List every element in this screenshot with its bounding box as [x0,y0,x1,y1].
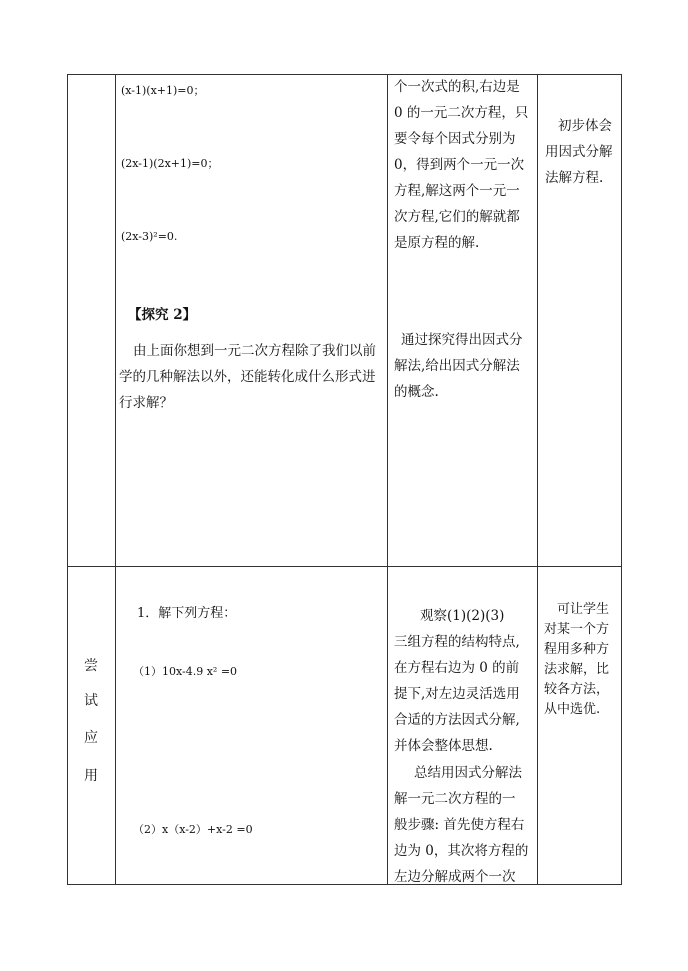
text-line: 0，得到两个一元一次 [394,157,525,173]
problem-equation-2: （2）x（x-2）+x-2 =0 [133,823,253,836]
text-line: 初步体会 [558,118,612,134]
problem-title: 1．解下列方程： [137,606,237,621]
text-line: 解一元二次方程的一 [394,791,516,807]
text-line: 要令每个因式分别为 [394,131,516,147]
equation-1: (x-1)(x+1)=0； [121,84,205,97]
concept-note [394,327,539,405]
text-line: 的概念. [394,384,439,400]
text-line: 左边分解成两个一次 [394,869,516,885]
text-line: 观察(1)(2)(3) [420,608,505,624]
text-line: 用因式分解 [545,144,613,160]
stage-label-char: 试 [84,693,98,709]
teaching-tip [544,600,624,720]
equation-2: (2x-1)(2x+1)=0； [121,157,219,170]
text-line: 从中选优. [544,702,601,717]
text-line: 可让学生 [557,602,610,617]
text-line: 三组方程的结构特点, [394,634,520,650]
column-divider [115,75,116,884]
column-divider [387,75,388,884]
text-line: 通过探究得出因式分 [401,332,523,348]
row-divider [68,566,621,567]
summary-text [394,760,539,890]
observation-text [394,603,539,759]
stage-label-char: 应 [84,730,98,746]
equation-3: (2x-3)²=0. [121,230,178,243]
text-line: 提下,对左边灵活选用 [394,686,520,702]
explore-question [119,338,387,416]
text-line: 次方程,它们的解就都 [394,209,520,225]
stage-label-char: 用 [84,768,98,784]
text-line: 0 的一元二次方程，只 [394,105,529,121]
text-line: 法求解，比 [544,662,610,677]
text-line: 程用多种方 [544,642,610,657]
text-line: 较各方法， [544,682,610,697]
explore-line: 行求解？ [119,395,173,411]
text-line: 个一次式的积,右边是 [394,79,520,95]
method-explanation [394,74,539,256]
text-line: 并体会整体思想. [394,738,493,754]
text-line: 对某一个方 [544,622,610,637]
text-line: 般步骤: 首先使方程右 [394,817,525,833]
text-line: 合适的方法因式分解, [394,712,520,728]
text-line: 边为 0，其次将方程的 [394,843,529,859]
explore-line: 由上面你想到一元二次方程除了我们以前 [133,343,376,359]
stage-label-char: 尝 [84,658,98,674]
explore-title: 【探究 2】 [128,307,197,323]
text-line: 法解方程. [545,170,604,186]
explore-line: 学的几种解法以外，还能转化成什么形式进 [119,369,376,385]
text-line: 是原方程的解. [394,235,480,251]
text-line: 在方程右边为 0 的前 [394,660,520,676]
text-line: 总结用因式分解法 [414,765,522,781]
text-line: 解法,给出因式分解法 [394,358,520,374]
design-intent [545,113,625,191]
problem-equation-1: （1）10x-4.9 x² =0 [133,665,238,678]
text-line: 方程,解这两个一元一 [394,183,520,199]
